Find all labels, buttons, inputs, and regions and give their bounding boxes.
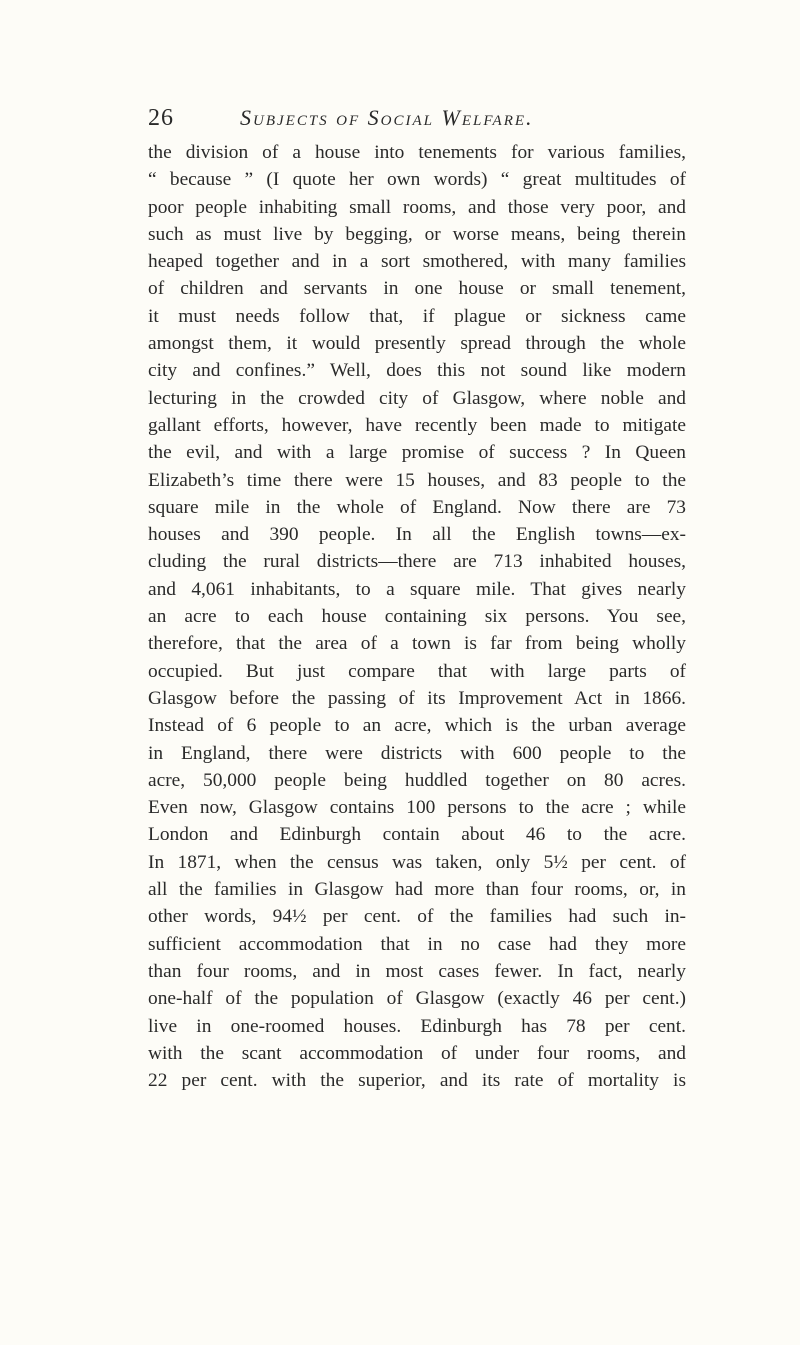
text-line: In 1871, when the census was taken, only 5½ per cent. of [148,851,686,873]
text-line: other words, 94½ per cent. of the families had such in- [148,906,686,928]
text-line: and 4,061 inhabitants, to a square mile. That gives nearly [148,578,686,600]
text-line: heaped together and in a sort smothered, with many families [148,251,686,273]
text-line: gallant efforts, however, have recently been made to mitigate [148,414,686,436]
text-line: with the scant accommodation of under four rooms, and [148,1042,686,1064]
text-line: London and Edinburgh contain about 46 to the acre. [148,824,686,846]
text-line: amongst them, it would presently spread through the whole [148,333,686,355]
page-number: 26 [148,105,174,131]
text-line: all the families in Glasgow had more than four rooms, or, in [148,879,686,901]
text-line: 22 per cent. with the superior, and its rate of mortality is [148,1070,686,1092]
text-line: occupied. But just compare that with large parts of [148,660,686,682]
text-line: of children and servants in one house or small tenement, [148,278,686,300]
text-line: Instead of 6 people to an acre, which is the urban average [148,715,686,737]
text-line: it must needs follow that, if plague or sickness came [148,305,686,327]
text-line: houses and 390 people. In all the English towns—ex- [148,524,686,546]
text-line: such as must live by begging, or worse means, being therein [148,223,686,245]
text-line: cluding the rural districts—there are 713 inhabited houses, [148,551,686,573]
text-line: acre, 50,000 people being huddled together on 80 acres. [148,769,686,791]
text-line: the division of a house into tenements for various families, [148,142,686,163]
text-line: an acre to each house containing six persons. You see, [148,606,686,628]
text-line: the evil, and with a large promise of success ? In Queen [148,442,686,464]
text-line: Glasgow before the passing of its Improvement Act in 1866. [148,687,686,709]
text-line: city and confines.” Well, does this not sound like modern [148,360,686,382]
text-line: than four rooms, and in most cases fewer. In fact, nearly [148,960,686,982]
body-paragraph [148,139,686,1094]
text-line: Elizabeth’s time there were 15 houses, and 83 people to the [148,469,686,491]
text-line: Even now, Glasgow contains 100 persons to the acre ; while [148,797,686,819]
text-line: one-half of the population of Glasgow (exactly 46 per cent.) [148,988,686,1010]
text-line: lecturing in the crowded city of Glasgow, where noble and [148,387,686,409]
text-line: poor people inhabiting small rooms, and those very poor, and [148,196,686,218]
text-line: square mile in the whole of England. Now there are 73 [148,496,686,518]
text-line: “ because ” (I quote her own words) “ great multitudes of [148,169,686,191]
text-line: in England, there were districts with 600 people to the [148,742,686,764]
text-line: sufficient accommodation that in no case had they more [148,933,686,955]
text-line: therefore, that the area of a town is far from being wholly [148,633,686,655]
running-title: Subjects of Social Welfare. [240,105,534,130]
text-line: live in one-roomed houses. Edinburgh has 78 per cent. [148,1015,686,1037]
